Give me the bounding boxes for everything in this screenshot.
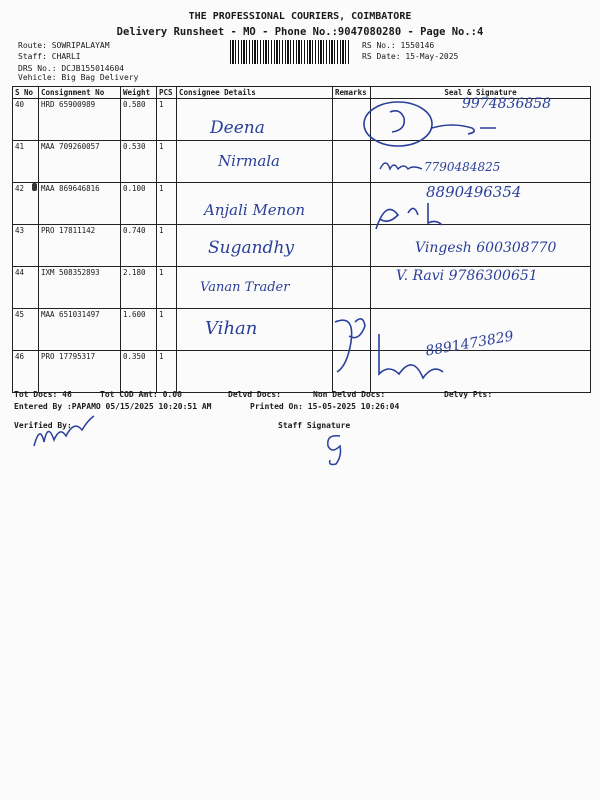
staff-label: Staff: CHARLI: [18, 52, 81, 61]
cell-weight: 0.100: [121, 183, 157, 225]
handwritten-consignee: Nirmala: [218, 152, 280, 170]
company-name: THE PROFESSIONAL COURIERS, COIMBATORE: [188, 11, 412, 22]
table-row: [13, 351, 591, 393]
rs-number: RS No.: 1550146: [362, 41, 435, 50]
signature-scribble: [360, 98, 520, 153]
cell-weight: 2.180: [121, 267, 157, 309]
handwritten-consignee: Deena: [210, 118, 265, 138]
signature-scribble: [372, 195, 462, 235]
col-consignment: Consignment No: [39, 87, 121, 99]
vehicle-label: Vehicle: Big Bag Delivery: [18, 73, 139, 82]
barcode: [230, 40, 350, 64]
cell-sno: 45: [13, 309, 39, 351]
cell-weight: 1.600: [121, 309, 157, 351]
cell-sno: 43: [13, 225, 39, 267]
cell-sno: 46: [13, 351, 39, 393]
handwritten-consignee: Vihan: [205, 318, 258, 339]
printed-on: Printed On: 15-05-2025 10:26:04: [250, 402, 400, 411]
pen-mark: [32, 183, 37, 191]
non-delivered-docs: Non Delvd Docs:: [313, 390, 386, 399]
drs-label: DRS No.: DCJB155014604: [18, 64, 124, 73]
cell-sno: 41: [13, 141, 39, 183]
cell-sno: 40: [13, 99, 39, 141]
cell-pcs: 1: [157, 309, 177, 351]
signature-scribble: [325, 312, 475, 382]
cell-weight: 0.530: [121, 141, 157, 183]
cell-sno: 44: [13, 267, 39, 309]
cell-pcs: 1: [157, 351, 177, 393]
delivery-points: Delvy Pts:: [444, 390, 493, 399]
col-pcs: PCS: [157, 87, 177, 99]
cell-weight: 0.580: [121, 99, 157, 141]
col-seal-signature: Seal & Signature: [371, 87, 591, 99]
col-remarks: Remarks: [333, 87, 371, 99]
staff-signature: [320, 430, 350, 460]
col-consignee: Consignee Details: [177, 87, 333, 99]
cell-consignment: HRD 65900989: [39, 99, 121, 141]
cell-remarks: [333, 267, 371, 309]
cell-consignment: MAA 869646816: [39, 183, 121, 225]
cell-remarks: [333, 183, 371, 225]
staff-signature-label: Staff Signature: [278, 421, 351, 430]
handwritten-phone: 8890496354: [426, 183, 522, 201]
route-label: Route: SOWRIPALAYAM: [18, 41, 110, 50]
cell-remarks: [333, 225, 371, 267]
cell-pcs: 1: [157, 99, 177, 141]
total-cod: Tot COD Amt: 0.00: [100, 390, 182, 399]
entered-by: Entered By :PAPAMO 05/15/2025 10:20:51 AM: [14, 402, 212, 411]
handwritten-phone: 9974836858: [462, 96, 552, 112]
cell-pcs: 1: [157, 141, 177, 183]
cell-pcs: 1: [157, 267, 177, 309]
verified-by: Verified By:: [14, 421, 72, 430]
signature-scribble: [378, 155, 428, 175]
handwritten-consignee: Sugandhy: [208, 238, 294, 258]
cell-pcs: 1: [157, 183, 177, 225]
rs-date: RS Date: 15-May-2025: [362, 52, 459, 61]
handwritten-phone: V. Ravi 9786300651: [396, 268, 538, 284]
cell-pcs: 1: [157, 225, 177, 267]
col-weight: Weight: [121, 87, 157, 99]
cell-consignment: IXM 508352893: [39, 267, 121, 309]
handwritten-consignee: Anjali Menon: [204, 201, 306, 219]
cell-consignee: [177, 351, 333, 393]
cell-consignment: MAA 709260057: [39, 141, 121, 183]
handwritten-phone: 8891473829: [424, 328, 515, 360]
delivered-docs: Delvd Docs:: [228, 390, 281, 399]
cell-consignment: MAA 651031497: [39, 309, 121, 351]
verified-signature: [30, 416, 100, 456]
cell-weight: 0.350: [121, 351, 157, 393]
handwritten-consignee: Vanan Trader: [200, 280, 290, 295]
handwritten-phone: 7790484825: [424, 160, 501, 174]
handwritten-phone: Vingesh 600308770: [415, 240, 557, 256]
runsheet-title: Delivery Runsheet - MO - Phone No.:9047080280 - Page No.:4: [116, 26, 484, 38]
cell-consignment: PRO 17811142: [39, 225, 121, 267]
total-docs: Tot Docs: 46: [14, 390, 72, 399]
cell-weight: 0.740: [121, 225, 157, 267]
col-sno: S No: [13, 87, 39, 99]
cell-sno: 42: [13, 183, 39, 225]
cell-consignment: PRO 17795317: [39, 351, 121, 393]
